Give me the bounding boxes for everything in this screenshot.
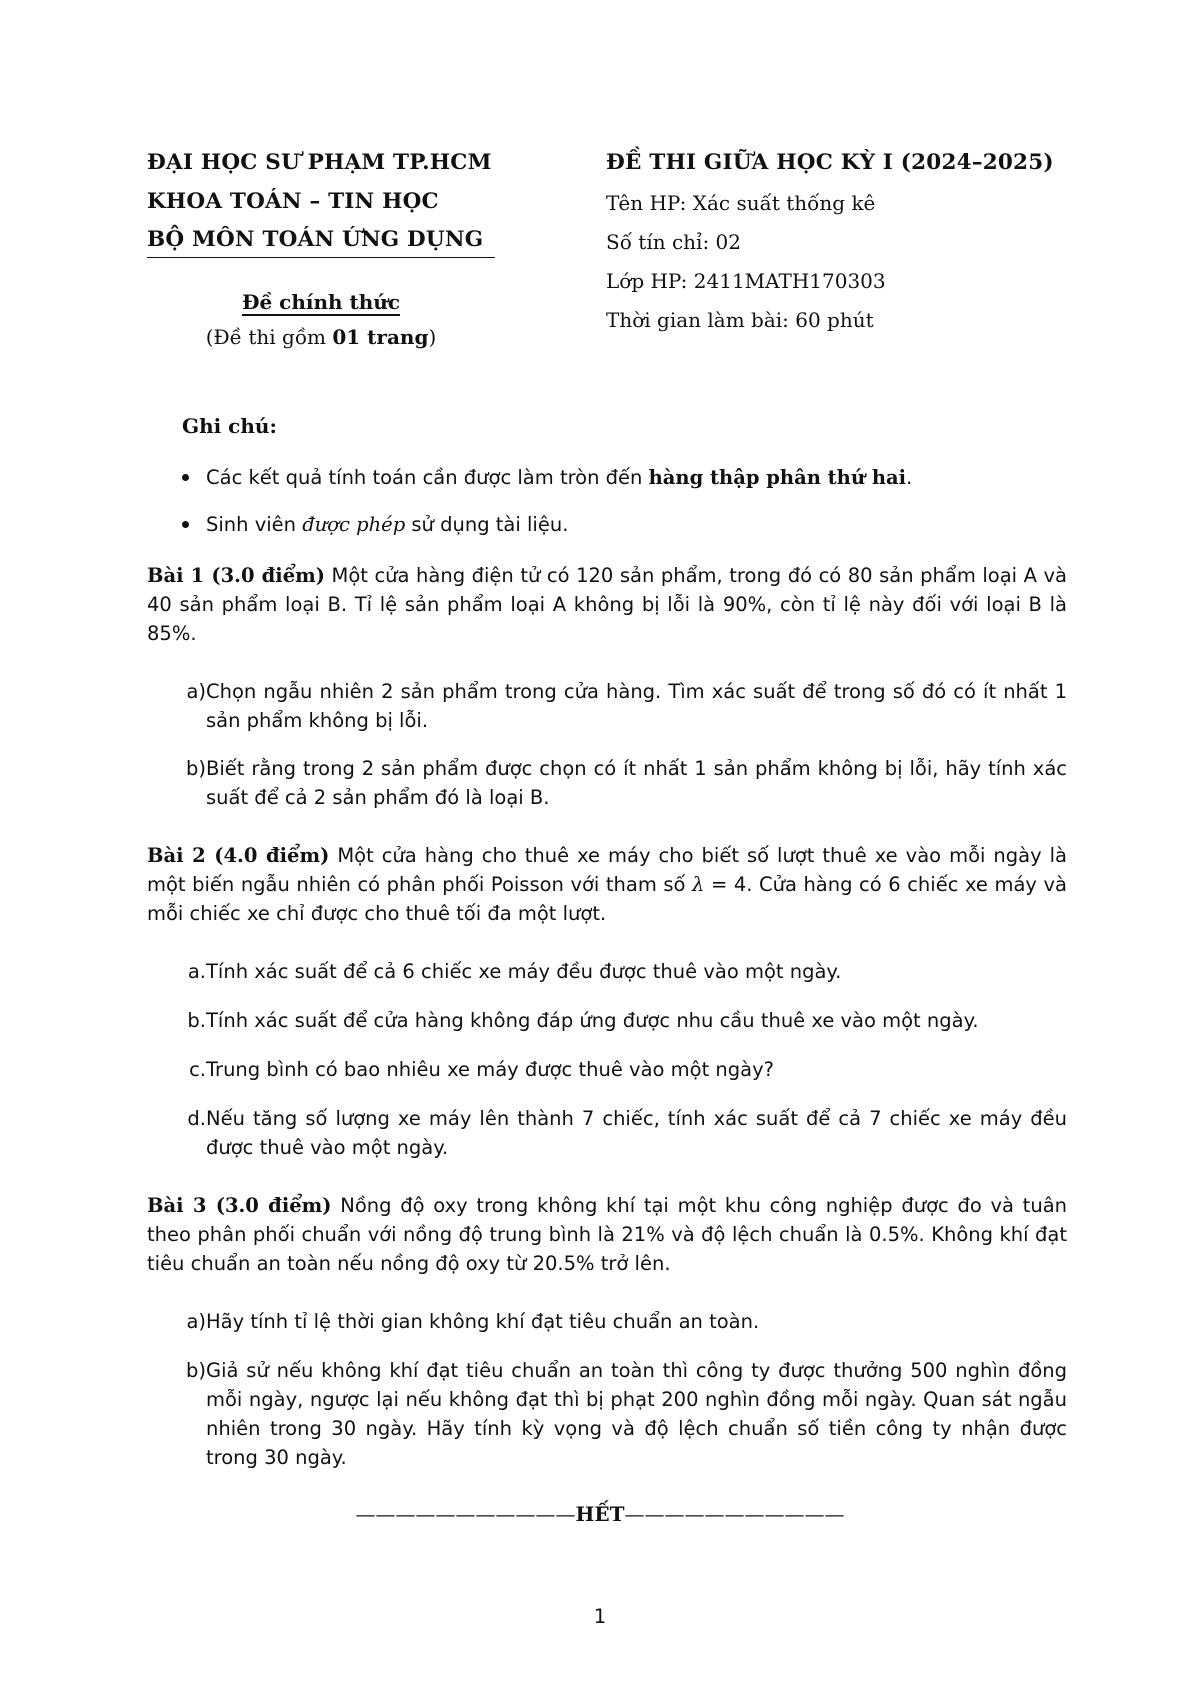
page-count-note: (Đề thi gồm 01 trang) (205, 325, 437, 349)
end-marker: ———————————HẾT——————————— (355, 1502, 845, 1526)
university-name: ĐẠI HỌC SƯ PHẠM TP.HCM (147, 150, 492, 175)
problem-3-label: Bài 3 (3.0 điểm) (147, 1194, 332, 1217)
credits: Số tín chỉ: 02 (606, 230, 741, 254)
exam-title: ĐỀ THI GIỮA HỌC KỲ I (2024–2025) (606, 150, 1054, 175)
class-code: Lớp HP: 2411MATH170303 (606, 269, 886, 293)
official-exam-label: Đề chính thức (241, 290, 401, 314)
notes-heading: Ghi chú: (182, 414, 277, 438)
department-name: BỘ MÔN TOÁN ỨNG DỤNG (147, 227, 484, 252)
bullet-icon (182, 521, 189, 528)
problem-2: Bài 2 (4.0 điểm) Một cửa hàng cho thuê xe máy cho biết số lượt thuê xe vào mỗi ngày là một biến ngẫu nhiên có phân phối Poisson với tham số λ = 4. Cửa hàng có 6 chiếc xe máy và mỗi chiếc xe chỉ được cho thuê tối đa một lượt. (147, 844, 1068, 925)
faculty-name: KHOA TOÁN – TIN HỌC (147, 189, 439, 214)
course-name: Tên HP: Xác suất thống kê (606, 191, 876, 215)
problem-3 (147, 1191, 1067, 1278)
problem-1 (147, 561, 1067, 648)
problem-1-text: Một cửa hàng điện tử có 120 sản phẩm, trong đó có 80 sản phẩm loại A và 40 sản phẩm loại B. Tỉ lệ sản phẩm loại A không bị lỗi là 90%, còn tỉ lệ này đối với loại B là 85%. (147, 564, 1068, 645)
note-item-rounding: Các kết quả tính toán cần được làm tròn đến hàng thập phân thứ hai. (182, 463, 1062, 492)
lambda-symbol: λ (692, 873, 705, 896)
problem-3-text: Nồng độ oxy trong không khí tại một khu công nghiệp được đo và tuân theo phân phối chuẩn với nồng độ trung bình là 21% và độ lệch chuẩn là 0.5%. Không khí đạt tiêu chuẩn an toàn nếu nồng độ oxy từ 20.5% trở lên. (147, 1194, 1067, 1275)
page-number: 1 (593, 1605, 607, 1628)
problem-2-label: Bài 2 (4.0 điểm) (147, 844, 330, 867)
header-underline (147, 257, 495, 258)
bullet-icon (182, 474, 189, 481)
note-item-materials: Sinh viên được phép sử dụng tài liệu. (182, 510, 1062, 539)
problem-1-label: Bài 1 (3.0 điểm) (147, 564, 325, 587)
exam-duration: Thời gian làm bài: 60 phút (606, 308, 874, 332)
